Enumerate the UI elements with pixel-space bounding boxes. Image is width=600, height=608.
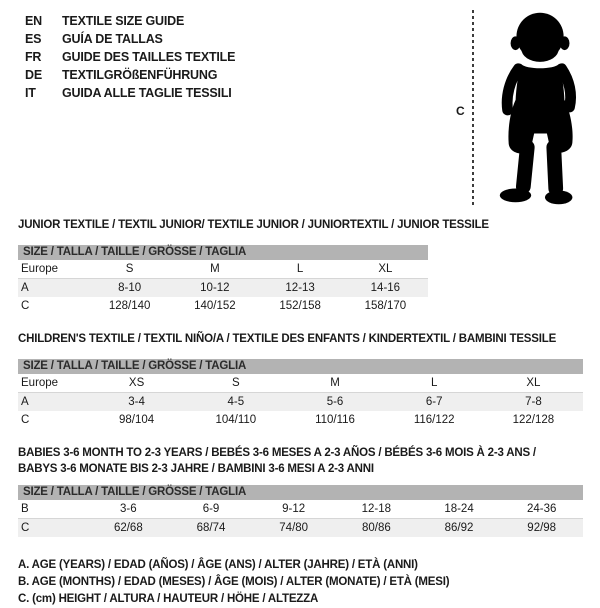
lang-code: FR	[25, 50, 42, 64]
height-cell: 80/86	[361, 522, 391, 534]
table-row-age	[18, 392, 583, 411]
age-cell: 12-13	[285, 282, 315, 294]
babies-table	[18, 485, 583, 537]
age-cell: 5-6	[326, 396, 344, 408]
size-header-bar: SIZE / TALLA / TAILLE / GRÖSSE / TAGLIA	[18, 485, 583, 500]
row-label: A	[21, 396, 29, 408]
row-label: C	[21, 414, 30, 426]
age-cell: 10-12	[200, 282, 230, 294]
age-cell: 3-4	[128, 396, 145, 408]
lang-title: TEXTILGRÖßENFÜHRUNG	[62, 68, 218, 82]
toddler-silhouette-icon	[488, 8, 596, 208]
lang-code: IT	[25, 86, 36, 100]
height-cell: 140/152	[194, 300, 236, 312]
size-cell: M	[210, 263, 220, 275]
table-row-europe	[18, 260, 428, 278]
lang-code: DE	[25, 68, 42, 82]
babies-title-line1: BABIES 3-6 MONTH TO 2-3 YEARS / BEBÉS 3-6 MESES A 2-3 AÑOS / BÉBÉS 3-6 MOIS À 2-3 ANS /	[18, 447, 536, 459]
size-cell: XS	[128, 377, 145, 389]
footnote-b: B. AGE (MONTHS) / EDAD (MESES) / ÂGE (MOIS) / ALTER (MONATE) / ETÀ (MESI)	[18, 576, 450, 588]
lang-row-de	[25, 66, 235, 84]
age-cell: 7-8	[525, 396, 542, 408]
footnotes	[18, 557, 583, 608]
children-section	[18, 331, 583, 429]
size-cell: XL	[378, 263, 393, 275]
row-label: B	[21, 503, 29, 515]
lang-row-es	[25, 30, 235, 48]
junior-section	[18, 217, 583, 315]
height-cell: 104/110	[215, 414, 257, 426]
table-row-age-months	[18, 500, 583, 518]
age-cell: 8-10	[118, 282, 142, 294]
language-title-list	[25, 12, 235, 102]
height-cell: 128/140	[108, 300, 151, 312]
age-cell: 14-16	[370, 282, 401, 294]
table-row-height	[18, 411, 583, 429]
age-cell: 4-5	[227, 396, 245, 408]
age-cell: 12-18	[361, 503, 392, 515]
row-label: C	[21, 300, 30, 312]
lang-code: EN	[25, 14, 42, 28]
age-cell: 6-7	[425, 396, 443, 408]
footnote-a: A. AGE (YEARS) / EDAD (AÑOS) / ÂGE (ANS) / ALTER (JAHRE) / ETÀ (ANNI)	[18, 559, 418, 571]
age-cell: 9-12	[282, 503, 306, 515]
height-measure-figure	[456, 8, 596, 210]
height-measure-label: C	[456, 104, 465, 118]
lang-row-en	[25, 12, 235, 30]
age-cell: 3-6	[120, 503, 137, 515]
height-cell: 68/74	[196, 522, 226, 534]
size-cell: S	[125, 263, 134, 275]
children-table	[18, 359, 583, 429]
age-cell: 24-36	[526, 503, 557, 515]
size-cell: XL	[526, 377, 541, 389]
lang-title: GUIDE DES TAILLES TEXTILE	[62, 50, 236, 64]
row-label: A	[21, 282, 29, 294]
row-label: C	[21, 522, 30, 534]
height-cell: 92/98	[527, 522, 557, 534]
table-row-age	[18, 278, 428, 297]
lang-row-it	[25, 84, 235, 102]
size-cell: L	[431, 377, 438, 389]
lang-code: ES	[25, 32, 42, 46]
row-label: Europe	[21, 377, 59, 389]
size-tables	[0, 217, 600, 608]
height-cell: 122/128	[512, 414, 555, 426]
size-cell: M	[330, 377, 340, 389]
row-label: Europe	[21, 263, 59, 275]
age-cell: 6-9	[202, 503, 220, 515]
height-cell: 98/104	[119, 414, 155, 426]
footnote-c: C. (cm) HEIGHT / ALTURA / HAUTEUR / HÖHE / ALTEZZA	[18, 593, 319, 605]
guide-header	[0, 0, 600, 212]
lang-title: GUIDA ALLE TAGLIE TESSILI	[62, 86, 232, 100]
babies-section	[18, 445, 583, 537]
lang-row-fr	[25, 48, 235, 66]
size-cell: L	[296, 263, 304, 275]
height-cell: 110/116	[315, 414, 355, 426]
table-row-height	[18, 518, 583, 537]
size-header-bar: SIZE / TALLA / TAILLE / GRÖSSE / TAGLIA	[18, 245, 428, 260]
height-dashed-line	[472, 10, 474, 208]
height-cell: 86/92	[444, 522, 474, 534]
age-cell: 18-24	[444, 503, 474, 515]
lang-title: GUÍA DE TALLAS	[62, 32, 163, 46]
height-cell: 116/122	[413, 414, 455, 426]
size-cell: S	[231, 377, 240, 389]
junior-table	[18, 245, 428, 315]
height-cell: 62/68	[113, 522, 143, 534]
size-header-bar: SIZE / TALLA / TAILLE / GRÖSSE / TAGLIA	[18, 359, 583, 374]
height-cell: 158/170	[364, 300, 407, 312]
babies-title-line2: BABYS 3-6 MONATE BIS 2-3 JAHRE / BAMBINI 3-6 MESI A 2-3 ANNI	[18, 463, 374, 475]
height-cell: 152/158	[279, 300, 321, 312]
lang-title: TEXTILE SIZE GUIDE	[62, 14, 185, 28]
junior-table-title: JUNIOR TEXTILE / TEXTIL JUNIOR/ TEXTILE JUNIOR / JUNIORTEXTIL / JUNIOR TESSILE	[18, 219, 489, 231]
table-row-europe	[18, 374, 583, 392]
children-table-title: CHILDREN'S TEXTILE / TEXTIL NIÑO/A / TEXTILE DES ENFANTS / KINDERTEXTIL / BAMBINI TESSILE	[18, 333, 557, 345]
height-cell: 74/80	[279, 522, 309, 534]
babies-table-title	[18, 445, 583, 477]
table-row-height	[18, 297, 428, 315]
